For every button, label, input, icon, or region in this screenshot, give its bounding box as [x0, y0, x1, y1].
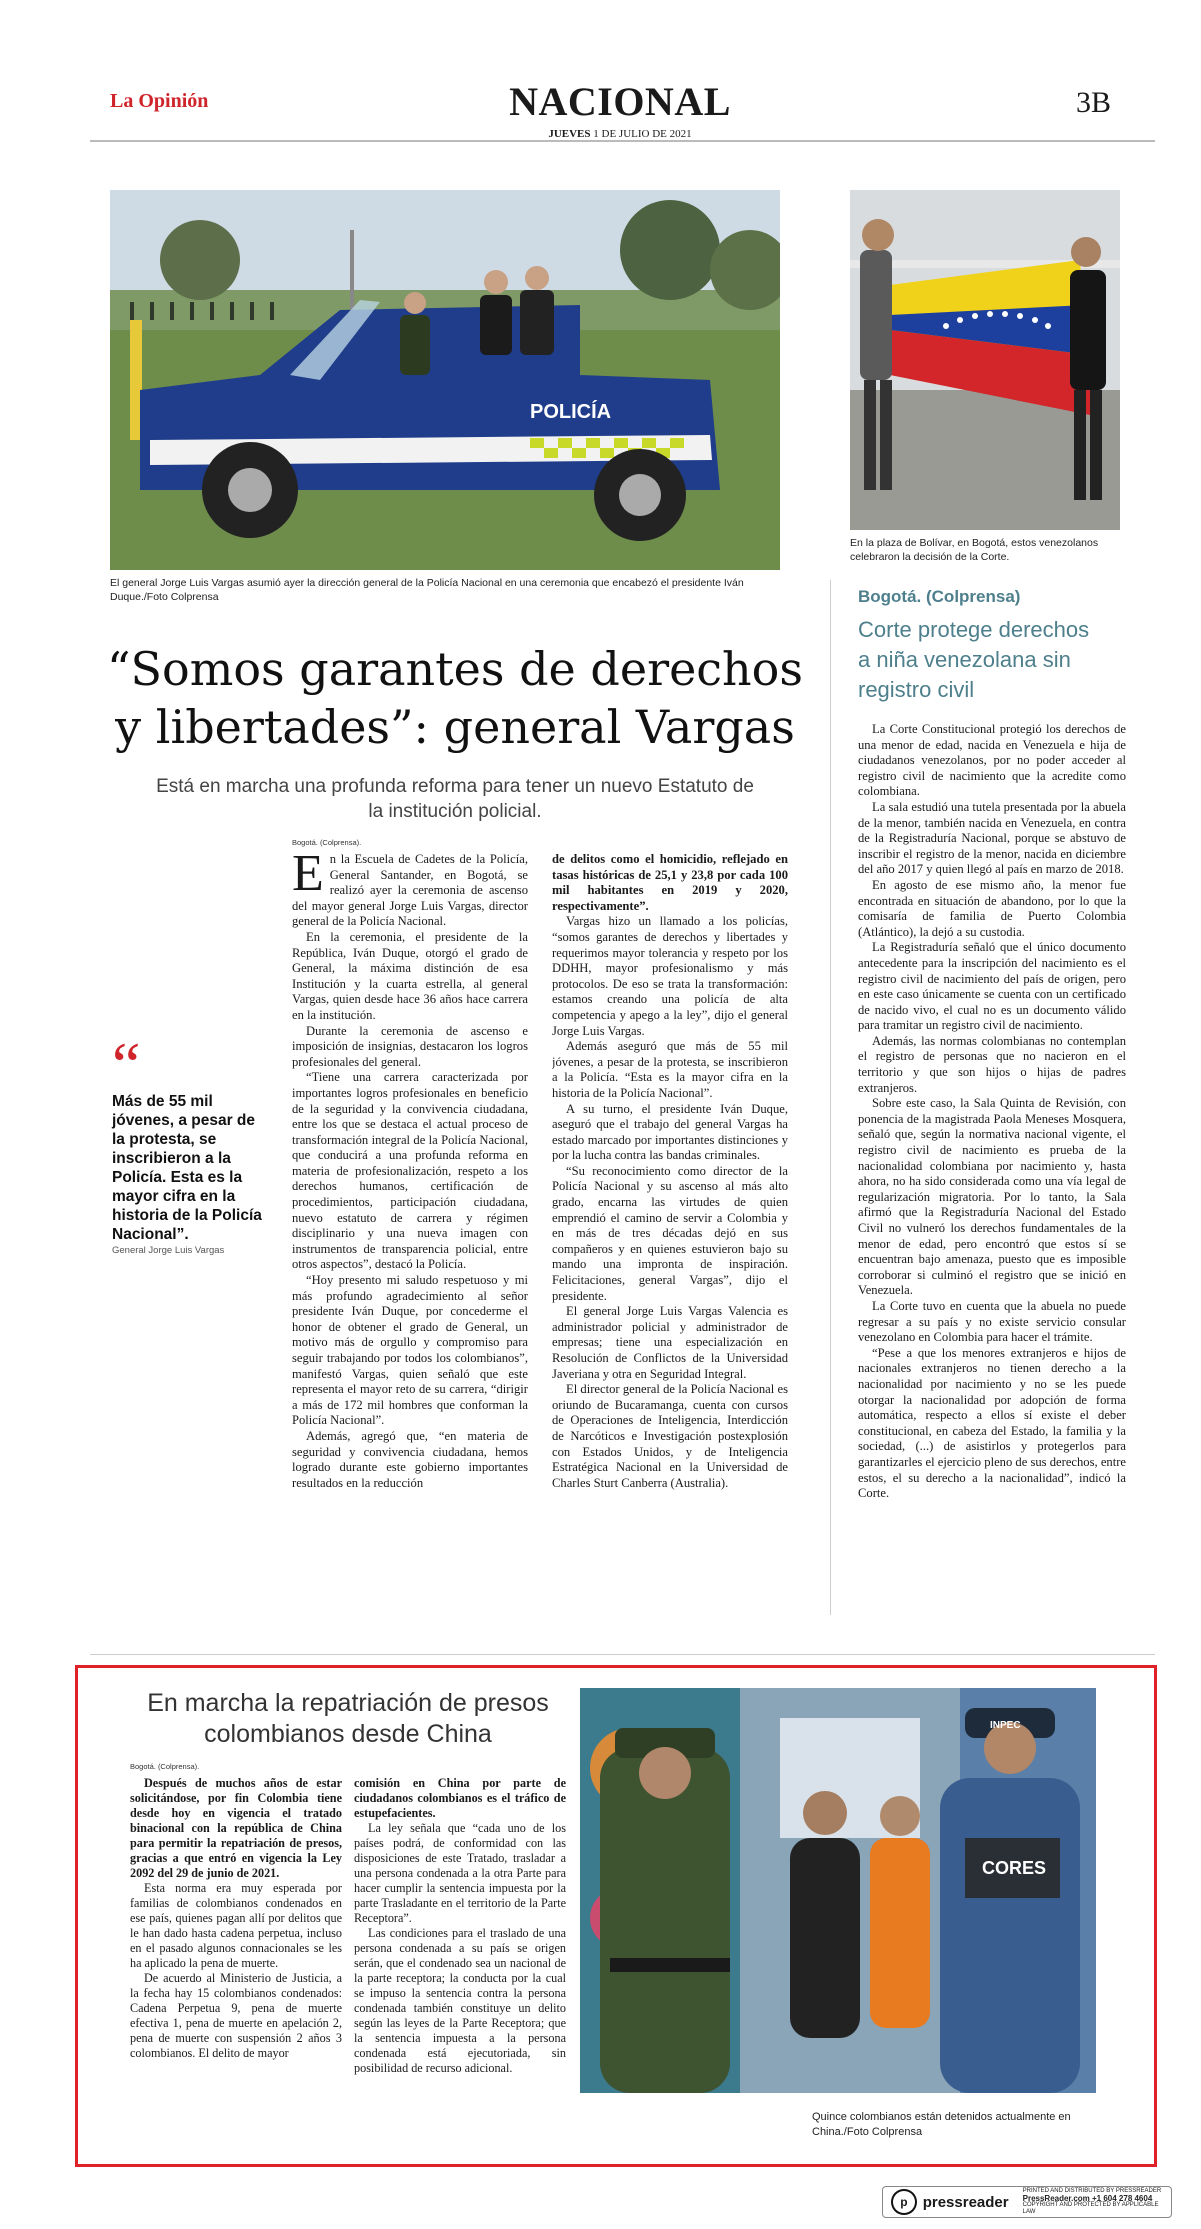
paragraph: de delitos como el homicidio, reflejado en tasas históricas de 25,1 y 23,8 por cada 100 mil habitantes en 2019 y 2020, respectivamente”. [552, 852, 788, 913]
paragraph: En la ceremonia, el presidente de la República, Iván Duque, otorgó el grado de General, la máxima distinción de esa Institución y la cuarta estrella, al general Vargas, quien desde hace 36 años hace carrera en la institución. [292, 929, 528, 1022]
header-rule [90, 140, 1155, 142]
box-article-column-2 [354, 1776, 566, 2158]
main-article-column-2 [552, 852, 788, 1597]
paragraph: Las condiciones para el traslado de una persona condenada a su país se origen serán, que el condenado sea un nacional de la parte receptora; la conducta por la cual se impuso la sentencia contra la persona condenada también constituye un delito según las leyes de la Parte Receptora; que la sentencia impuesta a la persona condenada está ejecutoriada, sin posibilidad de recurso adicional. [354, 1926, 566, 2075]
side-photo [850, 190, 1120, 530]
box-article-column-1 [130, 1776, 342, 2158]
paragraph: “Hoy presento mi saludo respetuoso y mi más profundo agradecimiento al señor presidente Iván Duque, por concederme el honor de obtener el grado de General, un motivo más de orgullo y compromiso para seguir trabajando por todos los colombianos”, manifestó Vargas, quien señaló que este representa el mayor reto de su carrera, “dirigir a más de 172 mil hombres que conforman la Policía Nacional”. [292, 1273, 528, 1428]
paragraph: La ley señala que “cada uno de los países podrá, de conformidad con las disposiciones de este Tratado, trasladar a una persona condenada a la otra Parte para hacer cumplir la sentencia impuesta por la parte Trasladante en el territorio de la Parte Receptora”. [354, 1821, 566, 1925]
paragraph: Además aseguró que más de 55 mil jóvenes, a pesar de la protesta, se inscribieron a la Policía. “Esta es la mayor cifra en la historia de la Policía Nacional”. [552, 1039, 788, 1100]
box-photo-caption: Quince colombianos están detenidos actualmente en China./Foto Colprensa [812, 2111, 1071, 2138]
box-byline: Bogotá. (Colprensa). [130, 1762, 200, 1771]
paragraph: “Tiene una carrera caracterizada por importantes logros profesionales en beneficio de la seguridad y la convivencia ciudadana, entre los que se destaca el actual proceso de transformación integral de la Policía Nacional, que conducirá a una profunda reforma en materia de profesionalización, respeto a los derechos humanos, certificación de procedimientos, participación ciudadana, nuevo estatuto de carrera y régimen disciplinario y una nueva imagen con instrumentos de transparencia policial, entre otros aspectos”, destacó la Policía. [292, 1070, 528, 1272]
side-photo-caption: En la plaza de Bolívar, en Bogotá, estos venezolanos celebraron la decisión de la Corte. [850, 537, 1099, 563]
police-vehicle-photo [110, 190, 780, 570]
paragraph: “Pese a que los menores extranjeros e hijos de nacionales extranjeros no tienen derecho a la nacionalidad por nacimiento y no se les puede otorgar la nacionalidad por adopción de forma automática, respecto a ellos sí existe el deber constitucional, en cabeza del Estado, la familia y la sociedad, (...) de asistirlos y protegerlos para garantizarles el ejercicio pleno de sus derechos, entre estos, el su derecho a la nacionalidad”, indicó la Corte. [858, 1345, 1126, 1501]
paragraph: De acuerdo al Ministerio de Justicia, a la fecha hay 15 colombianos condenados: Cadena Perpetua 9, pena de muerte efectiva 1, pena de muerte en apelación 2, pena de muerte con suspensión 2 años 3 colombianos. El delito de mayor [130, 1971, 342, 2060]
paragraph: “Su reconocimiento como director de la Policía Nacional y su ascenso al más alto grado, encarna las virtudes de quien emprendió el camino de servir a Colombia y en más de tres décadas dejó en sus compañeros y en quienes estuvieron bajo su mando una impronta de inspiración. Felicitaciones, general Vargas”, dijo el presidente. [552, 1163, 788, 1303]
vehicle-police-label: POLICÍA [530, 401, 612, 423]
pressreader-fineprint [1023, 2188, 1171, 2216]
side-article-column [858, 722, 1126, 1617]
paragraph: Además, agregó que, “en materia de seguridad y convivencia ciudadana, hemos logrado durante este gobierno importantes resultados en la reducción [292, 1428, 528, 1490]
paragraph: Durante la ceremonia de ascenso e imposición de insignias, destacaron los logros profesionales del general. [292, 1023, 528, 1069]
pull-quote-attribution: General Jorge Luis Vargas [112, 1245, 225, 1256]
main-headline: “Somos garantes de derechos y libertades”: general Vargas [107, 642, 803, 754]
paragraph: Sobre este caso, la Sala Quinta de Revisión, con ponencia de la magistrada Paola Meneses Mosquera, señaló que, según la normativa nacional vigente, el registro civil de nacimiento es prueba de la nacionalidad colombiana por nacimiento y, hasta ahora, no ha sido considerada como una vía legal de regularización migratoria. Por lo tanto, la Sala afirmó que la Registraduría Nacional del Estado Civil no vulneró los derechos fundamentales de la menor de edad, pero encontró que estos sí se encuentran bajo amenaza, puesto que es imposible corroborar si culminó el registro que se inició en Venezuela. [858, 1096, 1126, 1298]
side-kicker: Bogotá. (Colprensa) [858, 587, 1021, 606]
column-divider [830, 580, 831, 1615]
paragraph: Además, las normas colombianas no contemplan el registro de personas que no nacieron en el territorio y que son hijos o hijas de padres extranjeros. [858, 1033, 1126, 1095]
paragraph: n la Escuela de Cadetes de la Policía, General Santander, en Bogotá, se realizó ayer la ceremonia de ascenso del mayor general Jorge Luis Vargas, director general de la Policía Nacional. [292, 852, 528, 929]
paragraph: Esta norma era muy esperada por familias de colombianos condenados en ese país, quienes pagan allí por delitos que le han dado hasta cadena perpetua, incluso en el pasado algunos connacionales se les ha aplicado la pena de muerte. [130, 1881, 342, 1970]
pressreader-name: pressreader [922, 2193, 1009, 2211]
page-number: 3B [1076, 86, 1112, 119]
paragraph: comisión en China por parte de ciudadanos colombianos es el tráfico de estupefacientes. [354, 1776, 566, 1820]
section-title: NACIONAL [509, 79, 731, 124]
main-article-column-1 [292, 852, 528, 1597]
date-day: JUEVES [548, 128, 591, 140]
main-photo-caption: El general Jorge Luis Vargas asumió ayer la dirección general de la Policía Nacional en una ceremonia que encabezó el presidente Iván Duque./Foto Colprensa [110, 577, 744, 603]
pressreader-icon: p [891, 2189, 917, 2215]
main-deck: Está en marcha una profunda reforma para tener un nuevo Estatuto de la institución policial. [156, 776, 754, 822]
paragraph: A su turno, el presidente Iván Duque, aseguró que el trabajo del general Vargas ha estado marcado por importantes distinciones y por la lucha contra las bandas criminales. [552, 1101, 788, 1163]
paragraph: La sala estudió una tutela presentada por la abuela de la menor, también nacida en Venezuela, en contra de la Registraduría Nacional, porque se abstuvo de inscribir el registro de la menor, nacida en diciembre del año 2017 y quien llegó al país en marzo de 2018. [858, 799, 1126, 877]
issue-date [480, 128, 760, 140]
paragraph: Después de muchos años de estar solicitándose, por fin Colombia tiene desde hoy en vigencia el tratado binacional con la república de China para permitir la repatriación de presos, gracias a que entró en vigencia la Ley 2092 del 29 de junio de 2021. [130, 1776, 342, 1880]
box-photo [580, 1688, 1096, 2093]
side-headline: Corte protege derechos a niña venezolana sin registro civil [858, 617, 1090, 702]
main-photo [110, 190, 780, 570]
venezuelan-flag-photo [850, 190, 1120, 530]
paragraph: En agosto de ese mismo año, la menor fue encontrada en situación de abandono, por lo que la comisaría de familia de Puerto Colombia (Atlántico), la dejó a su custodia. [858, 877, 1126, 939]
box-headline: En marcha la repatriación de presos colombianos desde China [147, 1689, 549, 1748]
fineprint-line-1: PRINTED AND DISTRIBUTED BY PRESSREADER [1022, 2188, 1162, 2194]
main-byline: Bogotá. (Colprensa). [292, 838, 362, 847]
newspaper-logo: La Opinión [110, 90, 209, 112]
quote-mark: “ [112, 1029, 141, 1100]
cap-label: INPEC [990, 1720, 1021, 1731]
paragraph: La Registraduría señaló que el único documento antecedente para la inscripción del nacimiento es el registro civil de nacimiento del país de origen, pero en este caso únicamente se cuenta con un certificado de nacido vivo, el cual no es un documento válido para tramitar un registro civil de nacimiento. [858, 940, 1126, 1033]
date-rest: 1 DE JULIO DE 2021 [590, 128, 692, 140]
fineprint-line-3: COPYRIGHT AND PROTECTED BY APPLICABLE LAW [1022, 2202, 1159, 2215]
section-rule [90, 1654, 1155, 1655]
paragraph: La Corte tuvo en cuenta que la abuela no puede regresar a su país y no existe servicio consular venezolano en Colombia para hacer el trámite. [858, 1298, 1126, 1345]
paragraph: La Corte Constitucional protegió los derechos de una menor de edad, nacida en Venezuela e hija de ciudadanos venezolanos, por no poder acceder al registro civil de nacimiento que la acredite como colombiana. [858, 722, 1126, 799]
fineprint-line-2: PressReader.com +1 604 278 4604 [1022, 2194, 1153, 2203]
inpec-officers-photo [580, 1688, 1096, 2093]
pressreader-badge[interactable] [882, 2186, 1172, 2218]
paragraph: Vargas hizo un llamado a los policías, “somos garantes de derechos y libertades y requerimos mayor tolerancia y respeto por los DDHH, mayor profesionalismo y más protocolos. De eso se trata la transformación: estamos creando una policía de alta competencia y apego a la ley”, dijo el general Jorge Luis Vargas. [552, 914, 788, 1038]
pull-quote: Más de 55 mil jóvenes, a pesar de la protesta, se inscribieron a la Policía. Esta es la mayor cifra en la historia de la Policía Nacional”. [112, 1093, 262, 1243]
paragraph: El general Jorge Luis Vargas Valencia es administrador policial y administrador de empresas; tiene una especialización en Resolución de Conflictos de la Universidad Javeriana y otra en Seguridad Integral. [552, 1304, 788, 1381]
paragraph: El director general de la Policía Nacional es oriundo de Bucaramanga, cuenta con cursos de Operaciones de Inteligencia, Interdicción de Narcóticos e Investigación postexplosión con Estados Unidos, y de Inteligencia Estratégica Nacional en la Universidad de Charles Sturt Canberra (Australia). [552, 1382, 788, 1490]
vest-label: CORES [982, 1858, 1047, 1878]
dropcap: E [292, 852, 324, 902]
